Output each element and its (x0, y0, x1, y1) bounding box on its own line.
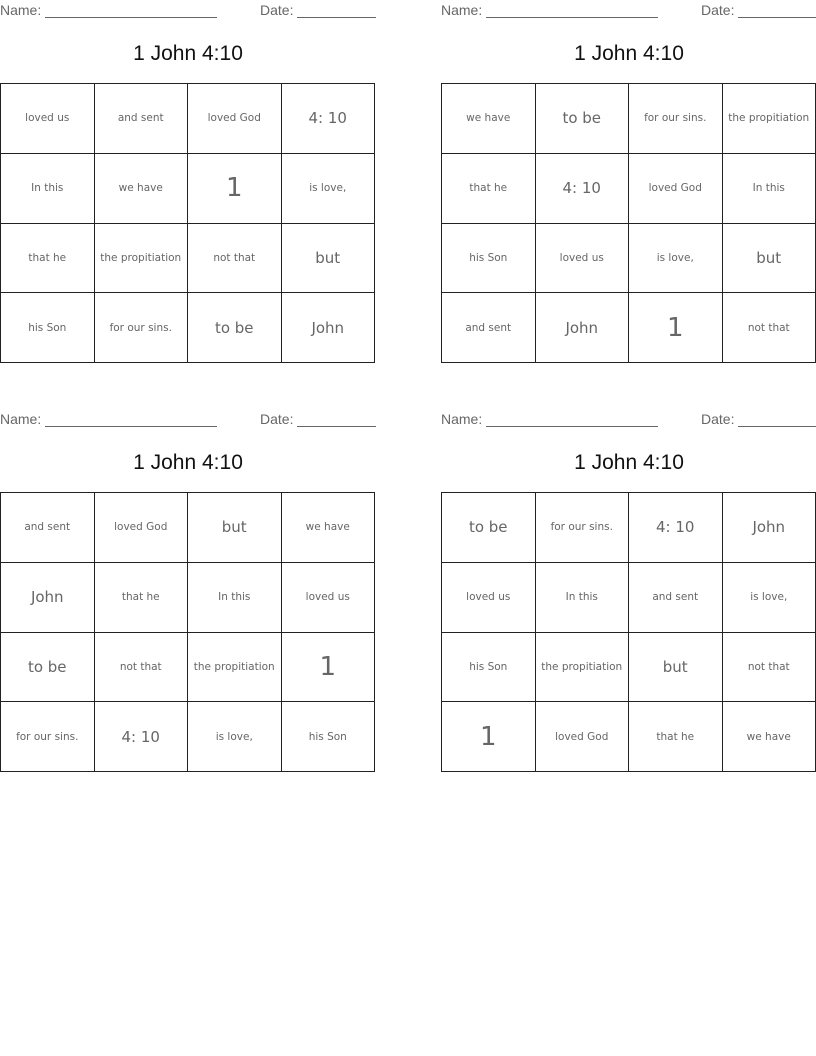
bingo-cell: that he (95, 563, 189, 633)
bingo-cell: his Son (442, 224, 536, 294)
bingo-cell: but (282, 224, 376, 294)
bingo-cell: for our sins. (629, 84, 723, 154)
bingo-cell: his Son (1, 293, 95, 363)
bingo-cell: In this (536, 563, 630, 633)
bingo-cell: 4: 10 (536, 154, 630, 224)
name-label: Name: (441, 411, 483, 427)
bingo-cell: In this (188, 563, 282, 633)
bingo-cell: 1 (629, 293, 723, 363)
bingo-cell: to be (1, 633, 95, 703)
bingo-cell: his Son (282, 702, 376, 772)
bingo-cell: is love, (188, 702, 282, 772)
date-blank-line (297, 426, 376, 427)
bingo-card-3 (0, 409, 376, 784)
name-date-row (441, 411, 816, 429)
bingo-cell: that he (442, 154, 536, 224)
bingo-cell: we have (723, 702, 816, 772)
name-blank-line (45, 426, 217, 427)
bingo-grid (0, 83, 375, 363)
card-title: 1 John 4:10 (574, 42, 684, 65)
bingo-cell: 1 (442, 702, 536, 772)
bingo-grid (0, 492, 375, 772)
bingo-cell: loved us (442, 563, 536, 633)
bingo-cell: In this (723, 154, 816, 224)
name-label: Name: (0, 2, 42, 18)
bingo-cell: is love, (282, 154, 376, 224)
bingo-cell: is love, (629, 224, 723, 294)
bingo-cell: not that (723, 293, 816, 363)
bingo-cell: for our sins. (536, 493, 630, 563)
bingo-cell: 4: 10 (282, 84, 376, 154)
bingo-card-4 (441, 409, 816, 784)
name-date-row (0, 2, 376, 20)
card-title: 1 John 4:10 (133, 42, 243, 65)
date-label: Date: (701, 2, 735, 18)
date-label: Date: (260, 2, 294, 18)
bingo-cell: the propitiation (95, 224, 189, 294)
bingo-cell: we have (442, 84, 536, 154)
bingo-cell: John (723, 493, 816, 563)
bingo-cell: John (282, 293, 376, 363)
bingo-cell: his Son (442, 633, 536, 703)
bingo-cell: that he (1, 224, 95, 294)
bingo-grid (441, 492, 816, 772)
bingo-card-2 (441, 0, 816, 375)
bingo-cell: not that (188, 224, 282, 294)
bingo-cell: In this (1, 154, 95, 224)
bingo-cell: loved God (188, 84, 282, 154)
name-blank-line (486, 17, 658, 18)
bingo-cell: loved God (536, 702, 630, 772)
date-blank-line (297, 17, 376, 18)
date-blank-line (738, 17, 816, 18)
bingo-cell: the propitiation (723, 84, 816, 154)
name-blank-line (486, 426, 658, 427)
bingo-cell: 4: 10 (629, 493, 723, 563)
bingo-cell: but (629, 633, 723, 703)
bingo-cell: John (1, 563, 95, 633)
bingo-cell: we have (282, 493, 376, 563)
bingo-cell: the propitiation (188, 633, 282, 703)
name-label: Name: (0, 411, 42, 427)
bingo-cell: loved us (282, 563, 376, 633)
bingo-cell: 1 (282, 633, 376, 703)
bingo-cell: and sent (95, 84, 189, 154)
date-label: Date: (260, 411, 294, 427)
card-title: 1 John 4:10 (133, 451, 243, 474)
bingo-cell: we have (95, 154, 189, 224)
bingo-cell: to be (188, 293, 282, 363)
bingo-cell: loved God (95, 493, 189, 563)
bingo-cell: to be (536, 84, 630, 154)
bingo-cell: and sent (442, 293, 536, 363)
name-date-row (441, 2, 816, 20)
bingo-cell: that he (629, 702, 723, 772)
name-label: Name: (441, 2, 483, 18)
bingo-cell: not that (95, 633, 189, 703)
bingo-cell: to be (442, 493, 536, 563)
bingo-grid (441, 83, 816, 363)
bingo-cell: and sent (1, 493, 95, 563)
bingo-card-1 (0, 0, 376, 375)
name-blank-line (45, 17, 217, 18)
bingo-cell: loved us (536, 224, 630, 294)
bingo-cell: but (723, 224, 816, 294)
bingo-cell: loved God (629, 154, 723, 224)
bingo-cell: and sent (629, 563, 723, 633)
bingo-cell: loved us (1, 84, 95, 154)
date-label: Date: (701, 411, 735, 427)
bingo-cell: for our sins. (95, 293, 189, 363)
bingo-cell: not that (723, 633, 816, 703)
bingo-cell: 4: 10 (95, 702, 189, 772)
name-date-row (0, 411, 376, 429)
bingo-cell: but (188, 493, 282, 563)
card-title: 1 John 4:10 (574, 451, 684, 474)
bingo-cell: 1 (188, 154, 282, 224)
bingo-cell: the propitiation (536, 633, 630, 703)
date-blank-line (738, 426, 816, 427)
bingo-cell: for our sins. (1, 702, 95, 772)
bingo-cell: is love, (723, 563, 816, 633)
bingo-cell: John (536, 293, 630, 363)
